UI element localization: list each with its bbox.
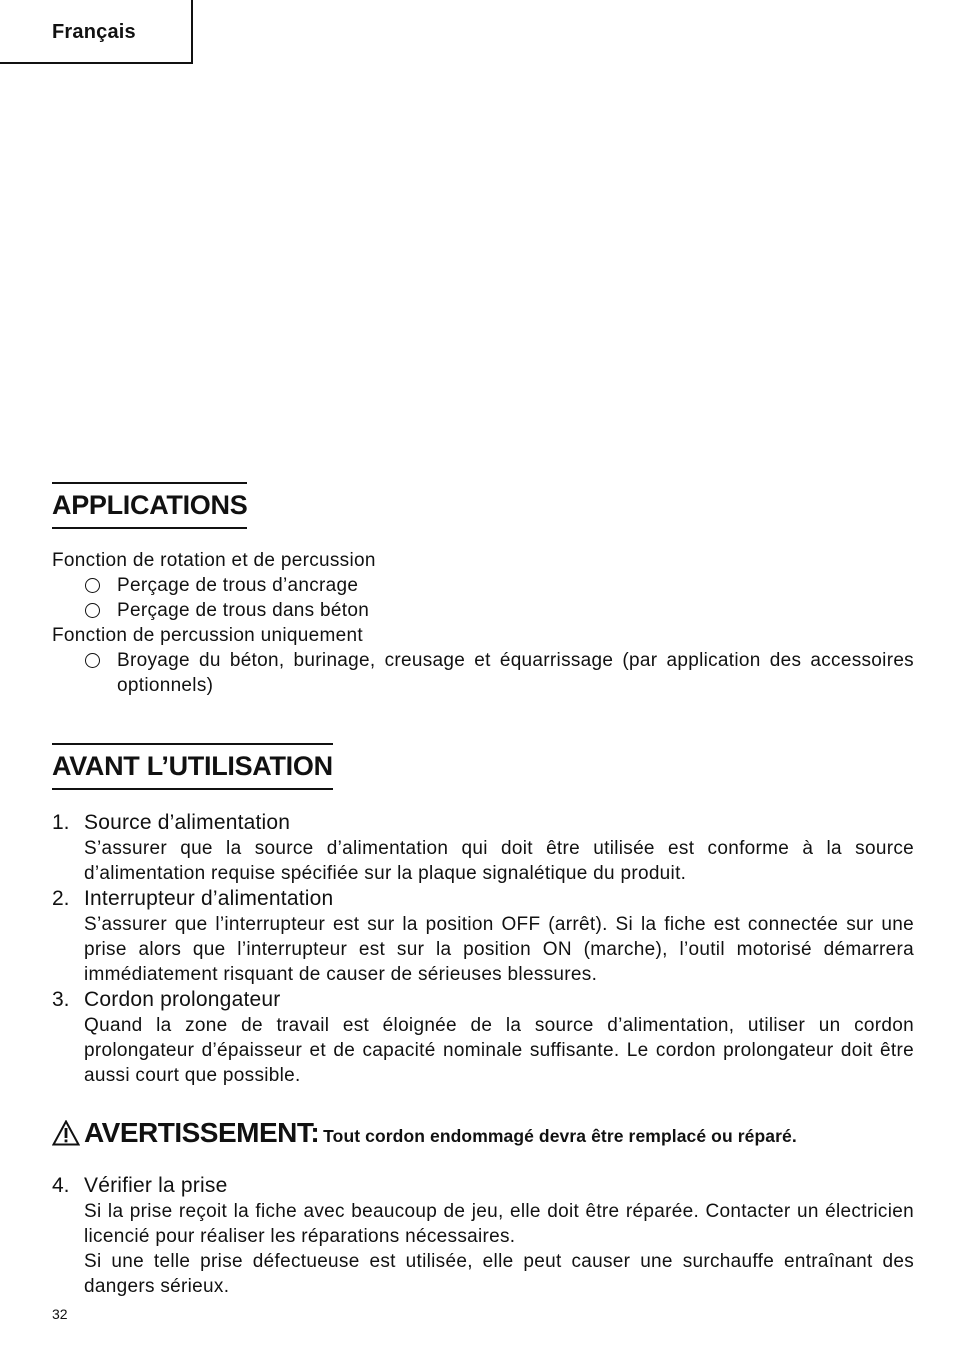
item-description: S’assurer que la source d’alimentation qui doit être utilisée est conforme à la source d’alimentation requise spécifiée sur la plaque signalétique du produit. <box>84 838 914 884</box>
circle-bullet-icon <box>85 653 100 668</box>
circle-bullet-icon <box>85 578 100 593</box>
numbered-item <box>52 810 914 886</box>
item-description: Si une telle prise défectueuse est utilisée, elle peut causer une surchauffe entraînant des dangers sérieux. <box>84 1251 914 1297</box>
avant-section <box>52 810 914 1088</box>
page-number: 32 <box>52 1306 68 1322</box>
item-description: Si la prise reçoit la fiche avec beaucoup de jeu, elle doit être réparée. Contacter un électricien licencié pour réaliser les réparations nécessaires. <box>84 1201 914 1247</box>
apps-group1-label: Fonction de rotation et de percussion <box>52 550 376 571</box>
list-item <box>52 598 914 623</box>
item-number: 3. <box>52 988 70 1011</box>
list-item <box>52 648 914 698</box>
warning-text: Tout cordon endommagé devra être remplacé ou réparé. <box>323 1126 797 1146</box>
warning-notice <box>52 1117 914 1149</box>
applications-heading: APPLICATIONS <box>52 482 247 529</box>
warning-label: AVERTISSEMENT: <box>84 1117 320 1148</box>
item-number: 1. <box>52 811 70 834</box>
numbered-item <box>52 1173 914 1299</box>
check-outlet-section <box>52 1173 914 1299</box>
list-item <box>52 573 914 598</box>
list-item-text: Perçage de trous d’ancrage <box>117 575 359 596</box>
apps-group2-label: Fonction de percussion uniquement <box>52 625 363 646</box>
item-title: Cordon prolongateur <box>84 988 281 1011</box>
avant-heading: AVANT L’UTILISATION <box>52 743 333 790</box>
item-number: 4. <box>52 1174 70 1197</box>
language-label: Français <box>52 21 136 43</box>
numbered-item <box>52 987 914 1088</box>
item-title: Vérifier la prise <box>84 1174 228 1197</box>
list-item-text: Broyage du béton, burinage, creusage et équarrissage (par application des accessoires optionnels) <box>117 650 914 696</box>
language-tab <box>0 0 193 64</box>
circle-bullet-icon <box>85 603 100 618</box>
warning-triangle-icon <box>52 1120 80 1146</box>
item-description: S’assurer que l’interrupteur est sur la position OFF (arrêt). Si la fiche est connectée sur une prise alors que l’interrupteur est sur la position ON (marche), l’outil motorisé démarrera immédiatement risquant de causer de sérieuses blessures. <box>84 914 914 985</box>
item-description: Quand la zone de travail est éloignée de la source d’alimentation, utiliser un cordon prolongateur d’épaisseur et de capacité nominale suffisante. Le cordon prolongateur doit être aussi court que possible. <box>84 1015 914 1086</box>
list-item-text: Perçage de trous dans béton <box>117 600 370 621</box>
numbered-item <box>52 886 914 987</box>
item-number: 2. <box>52 887 70 910</box>
item-title: Source d’alimentation <box>84 811 291 834</box>
applications-section <box>52 548 914 698</box>
item-title: Interrupteur d’alimentation <box>84 887 334 910</box>
